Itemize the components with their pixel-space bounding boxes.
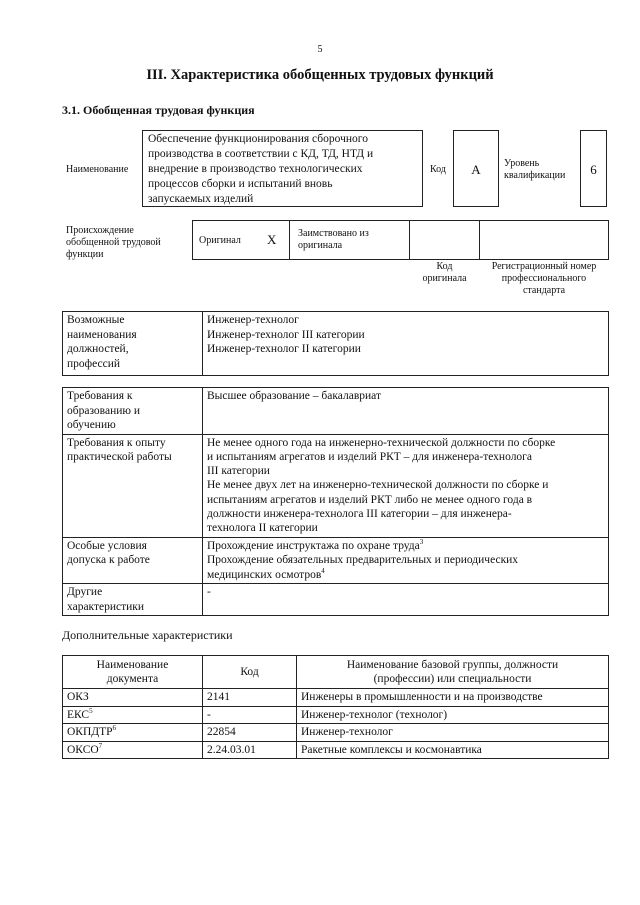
function-name-box bbox=[142, 130, 423, 207]
section-title: III. Характеристика обобщенных трудовых функций bbox=[146, 67, 494, 83]
code-caption: Код оригинала bbox=[422, 261, 467, 284]
table-row: ЕКС$^5$ - Инженер-технолог (технолог) bbox=[63, 706, 609, 724]
positions-label: Возможные наименования должностей, профессий bbox=[63, 312, 203, 376]
table-row: ОКЗ 2141 Инженеры в промышленности и на производстве bbox=[63, 689, 609, 707]
other-characteristics-label: Другие характеристики bbox=[63, 584, 203, 616]
additional-title: Дополнительные характеристики bbox=[62, 628, 233, 642]
origin-reg-cell bbox=[479, 220, 609, 260]
education-label: Требования к образованию и обучению bbox=[63, 388, 203, 435]
origin-code-cell bbox=[409, 220, 480, 260]
function-name-line: внедрение в производство технологических bbox=[148, 163, 363, 175]
footnote-ref: 6 bbox=[112, 724, 117, 733]
requirements-table bbox=[62, 387, 609, 616]
table-row: ОКСО$^7$ 2.24.03.01 Ракетные комплексы и космонавтика bbox=[63, 741, 609, 759]
name-label: Наименование bbox=[66, 164, 129, 175]
experience-label: Требования к опыту практической работы bbox=[63, 434, 203, 537]
function-name-line: запускаемых изделий bbox=[148, 193, 254, 205]
origin-borrowed-cell: Заимствовано из оригинала bbox=[289, 220, 410, 260]
origin-original-cell bbox=[192, 220, 290, 260]
education-value: Высшее образование – бакалавриат bbox=[203, 388, 609, 435]
reg-caption: Регистрационный номер профессионального стандарта bbox=[491, 261, 597, 296]
positions-values: Инженер-технолог Инженер-технолог III категории Инженер-технолог II категории bbox=[203, 312, 609, 376]
function-name-line: производства в соответствии с КД, ТД, НТД и bbox=[148, 148, 374, 160]
header-code: Код bbox=[203, 656, 297, 689]
page-number: 5 bbox=[317, 44, 323, 55]
level-value: 6 bbox=[580, 130, 607, 207]
level-label: Уровень квалификации bbox=[504, 158, 566, 181]
subsection-title: 3.1. Обобщенная трудовая функция bbox=[62, 103, 255, 117]
original-label: Оригинал bbox=[199, 235, 241, 246]
footnote-ref: 3 bbox=[419, 537, 424, 546]
positions-table bbox=[62, 311, 609, 376]
origin-label: Происхождение обобщенной трудовой функции bbox=[66, 225, 161, 260]
function-name-line: Обеспечение функционирования сборочного bbox=[148, 133, 368, 145]
special-conditions-label: Особые условия допуска к работе bbox=[63, 537, 203, 584]
experience-value: Не менее одного года на инженерно-технической должности по сборке и испытаниям агрегатов и изделий РКТ – для инженера-технолога III категории Не менее двух лет на инженерно-технической должности по сборке и испытаниям агрегатов и изделий РКТ либо не менее одного года в должности инженера-технолога III категории – для инженера- технолога II категории bbox=[203, 434, 609, 537]
header-group: Наименование базовой группы, должности (профессии) или специальности bbox=[297, 656, 609, 689]
footnote-ref: 5 bbox=[89, 706, 93, 715]
other-characteristics-value: - bbox=[203, 584, 609, 616]
footnote-ref: 7 bbox=[98, 741, 103, 750]
original-mark: X bbox=[267, 232, 277, 247]
table-row: ОКПДТР$^6$ 22854 Инженер-технолог bbox=[63, 724, 609, 742]
header-document: Наименование документа bbox=[63, 656, 203, 689]
code-value: А bbox=[453, 130, 499, 207]
footnote-ref: 4 bbox=[321, 566, 325, 575]
code-label: Код bbox=[430, 164, 446, 175]
special-conditions-value: Прохождение инструктажа по охране труда$^3$ Прохождение обязательных предварительных и периодических медицинских осмотров$^4$ bbox=[203, 537, 609, 584]
function-name-line: процессов сборки и испытаний вновь bbox=[148, 178, 333, 190]
additional-table bbox=[62, 655, 609, 759]
